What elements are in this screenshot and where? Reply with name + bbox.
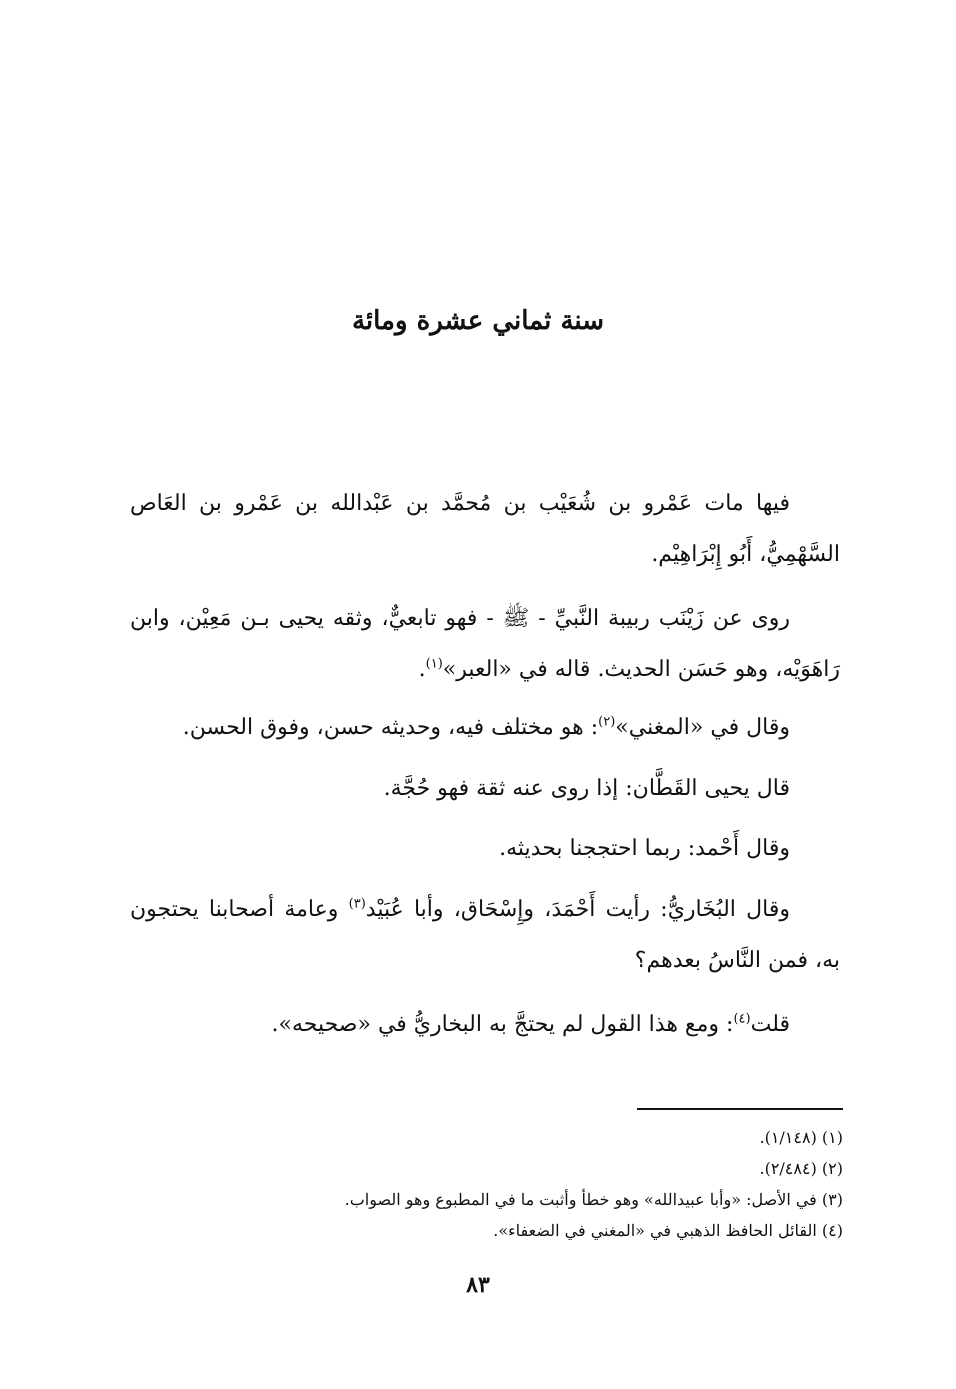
footnotes [123, 1122, 843, 1246]
footnote-2: (٢) (٢/٤٨٤). [759, 1159, 843, 1178]
paragraph-text-tail: : ومع هذا القول لم يحتجَّ به البخاريُّ في «صحيحه». [271, 1012, 734, 1037]
paragraph-narration [130, 593, 840, 695]
footnote-ref: (٢) [598, 714, 616, 730]
footnote-1: (١) (١/١٤٨). [759, 1128, 843, 1147]
paragraph-text: روى عن زَيْنَب ربيبة النَّبيِّ - ﷺ - فهو تابعيٌّ، وثقه يحيى بـن مَعِيْن، وابن رَاهَوَيْه، وهو حَسَن الحديث. قاله في «العبر» [130, 606, 840, 682]
paragraph-text: فيها مات عَمْرو بن شُعَيْب بن مُحمَّد بن عَبْدالله بن عَمْرو بن العَاص السَّهْمِيُّ، أَبُو إِبْرَاهِيْم. [130, 491, 840, 567]
paragraph-text: قلت [750, 1012, 790, 1037]
paragraph-text-tail: وعامة أصحابنا يحتجون به، فمن النَّاسُ بعدهم؟ [130, 897, 840, 973]
paragraph-qattan [130, 763, 840, 814]
paragraph-text: وقال أَحْمد: ربما احتججنا بحديثه. [499, 836, 790, 861]
footnote-4: (٤) القائل الحافظ الذهبي في «المغني في الضعفاء». [493, 1221, 843, 1240]
paragraph-mughni [130, 702, 840, 753]
paragraph-comment [130, 999, 840, 1050]
paragraph-text-tail: . [418, 657, 426, 682]
paragraph-text: وقال البُخَاريُّ: رأيت أَحْمَدَ، وإِسْحَاق، وأبا عُبَيْد [365, 897, 790, 922]
paragraph-text: وقال في «المغني» [615, 715, 790, 740]
footnote-ref: (١) [425, 656, 443, 672]
footnote-3: (٣) في الأصل: «وأبا عبيدالله» وهو خطأ وأثبت ما في المطبوع وهو الصواب. [344, 1190, 843, 1209]
paragraph-text: قال يحيى القَطَّان: إذا روى عنه ثقة فهو حُجَّة. [383, 776, 790, 801]
paragraph-text-tail: : هو مختلف فيه، وحديثه حسن، وفوق الحسن. [182, 715, 599, 740]
section-title: سنة ثماني عشرة ومائة [351, 306, 605, 336]
paragraph-bukhari [130, 884, 840, 986]
footnote-divider [637, 1108, 843, 1110]
footnote-ref: (٤) [733, 1011, 751, 1027]
paragraph-ahmad [130, 823, 840, 874]
footnote-ref: (٣) [348, 896, 366, 912]
paragraph-death-notice [130, 478, 840, 580]
page-number: ٨٣ [466, 1272, 490, 1298]
